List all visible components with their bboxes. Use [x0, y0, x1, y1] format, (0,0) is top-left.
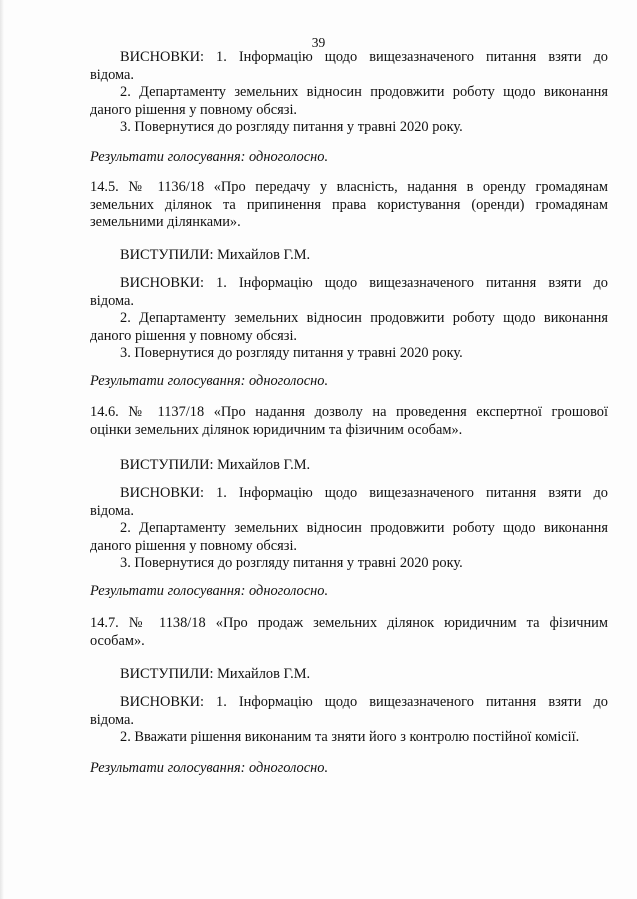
- item-14-5-speaker: ВИСТУПИЛИ: Михайлов Г.М.: [120, 247, 311, 263]
- item-14-5-conclusion-3: 3. Повернутися до розгляду питання у травні 2020 року.: [120, 345, 463, 361]
- item-14-6-conclusion-1-line-1: ВИСНОВКИ: 1. Інформацію щодо вищезазначеного питання взяти до: [120, 485, 608, 501]
- item-14-6-conclusion-3: 3. Повернутися до розгляду питання у травні 2020 року.: [120, 555, 463, 571]
- item-14-7-conclusion-2: 2. Вважати рішення виконаним та зняти його з контролю постійної комісії.: [120, 729, 580, 745]
- item-14-7-vote-result: Результати голосування: одноголосно.: [90, 760, 329, 776]
- scan-edge-shadow: [0, 0, 4, 899]
- item-14-7-conclusion-1-line-2: відома.: [90, 711, 135, 728]
- item-14-7-speaker: ВИСТУПИЛИ: Михайлов Г.М.: [120, 666, 311, 682]
- top-conclusion-1-line-1: ВИСНОВКИ: 1. Інформацію щодо вищезазначеного питання взяти до: [120, 49, 608, 65]
- item-14-6-vote-result: Результати голосування: одноголосно.: [90, 583, 329, 599]
- item-14-6-title-line-1: 14.6. № 1137/18 «Про надання дозволу на проведення експертної грошової: [90, 404, 608, 420]
- item-14-5-conclusion-1-line-2: відома.: [90, 292, 135, 309]
- item-14-5-vote-result: Результати голосування: одноголосно.: [90, 373, 329, 389]
- item-14-6-title-line-2: оцінки земельних ділянок юридичним та фізичним особам».: [90, 421, 463, 438]
- item-14-7-title-line-2: особам».: [90, 632, 145, 649]
- item-14-5-title-line-2: земельних ділянок та припинення права користування (оренди) громадянам: [90, 196, 608, 213]
- item-14-6-conclusion-2-line-2: даного рішення у повному обсязі.: [90, 537, 298, 554]
- item-14-5-conclusion-2-line-1: 2. Департаменту земельних відносин продовжити роботу щодо виконання: [120, 310, 608, 326]
- item-14-5-title-line-1: 14.5. № 1136/18 «Про передачу у власність, надання в оренду громадянам: [90, 179, 608, 195]
- item-14-5-conclusion-2-line-2: даного рішення у повному обсязі.: [90, 327, 298, 344]
- top-vote-result: Результати голосування: одноголосно.: [90, 149, 329, 165]
- page-number: 39: [311, 35, 326, 50]
- item-14-6-conclusion-1-line-2: відома.: [90, 502, 135, 519]
- item-14-7-title-line-1: 14.7. № 1138/18 «Про продаж земельних ділянок юридичним та фізичним: [90, 615, 608, 631]
- item-14-5-title-line-3: земельними ділянками».: [90, 214, 241, 230]
- item-14-6-conclusion-2-line-1: 2. Департаменту земельних відносин продовжити роботу щодо виконання: [120, 520, 608, 536]
- item-14-6-speaker: ВИСТУПИЛИ: Михайлов Г.М.: [120, 457, 311, 473]
- top-conclusion-3: 3. Повернутися до розгляду питання у травні 2020 року.: [120, 119, 463, 135]
- top-conclusion-2-line-2: даного рішення у повному обсязі.: [90, 101, 298, 118]
- item-14-7-conclusion-1-line-1: ВИСНОВКИ: 1. Інформацію щодо вищезазначеного питання взяти до: [120, 694, 608, 710]
- item-14-5-conclusion-1-line-1: ВИСНОВКИ: 1. Інформацію щодо вищезазначеного питання взяти до: [120, 275, 608, 291]
- top-conclusion-2-line-1: 2. Департаменту земельних відносин продовжити роботу щодо виконання: [120, 84, 608, 100]
- top-conclusion-1-line-2: відома.: [90, 66, 135, 83]
